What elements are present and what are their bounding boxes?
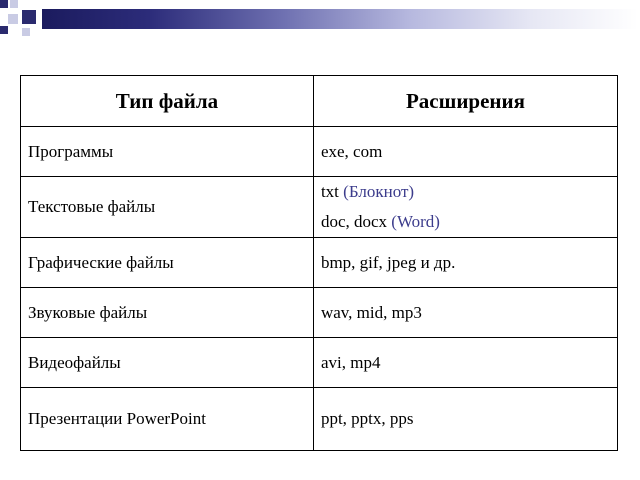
program-note: (Блокнот)	[343, 182, 415, 201]
extension-text: doc, docx	[320, 212, 392, 231]
extensions-cell: avi, mp4	[313, 338, 617, 388]
header-file-type: Тип файла	[21, 76, 314, 127]
decorative-square	[8, 14, 18, 24]
extension-text: txt	[320, 182, 344, 201]
file-type-cell: Программы	[21, 127, 314, 177]
decorative-square	[22, 10, 36, 24]
extensions-cell: exe, com	[313, 127, 617, 177]
extension-line	[321, 177, 617, 207]
file-type-cell: Видеофайлы	[21, 338, 314, 388]
extensions-cell: wav, mid, mp3	[313, 288, 617, 338]
table-row	[21, 288, 618, 338]
header-extensions: Расширения	[313, 76, 617, 127]
file-type-cell: Графические файлы	[21, 238, 314, 288]
table-row	[21, 177, 618, 238]
table-row	[21, 388, 618, 451]
header-gradient-bar	[42, 9, 638, 29]
table-header-row	[21, 76, 618, 127]
decorative-square	[0, 0, 8, 8]
table-row	[21, 127, 618, 177]
extensions-cell: ppt, pptx, pps	[313, 388, 617, 451]
extensions-cell	[313, 177, 617, 238]
decorative-square	[0, 26, 8, 34]
extension-line	[321, 207, 617, 237]
file-type-cell: Звуковые файлы	[21, 288, 314, 338]
decorative-square	[22, 28, 30, 36]
file-types-table	[20, 75, 618, 451]
table-row	[21, 238, 618, 288]
file-type-cell: Презентации PowerPoint	[21, 388, 314, 451]
file-type-cell: Текстовые файлы	[21, 177, 314, 238]
table-row	[21, 338, 618, 388]
extensions-cell: bmp, gif, jpeg и др.	[313, 238, 617, 288]
program-note: (Word)	[391, 212, 440, 231]
decorative-square	[10, 0, 18, 8]
